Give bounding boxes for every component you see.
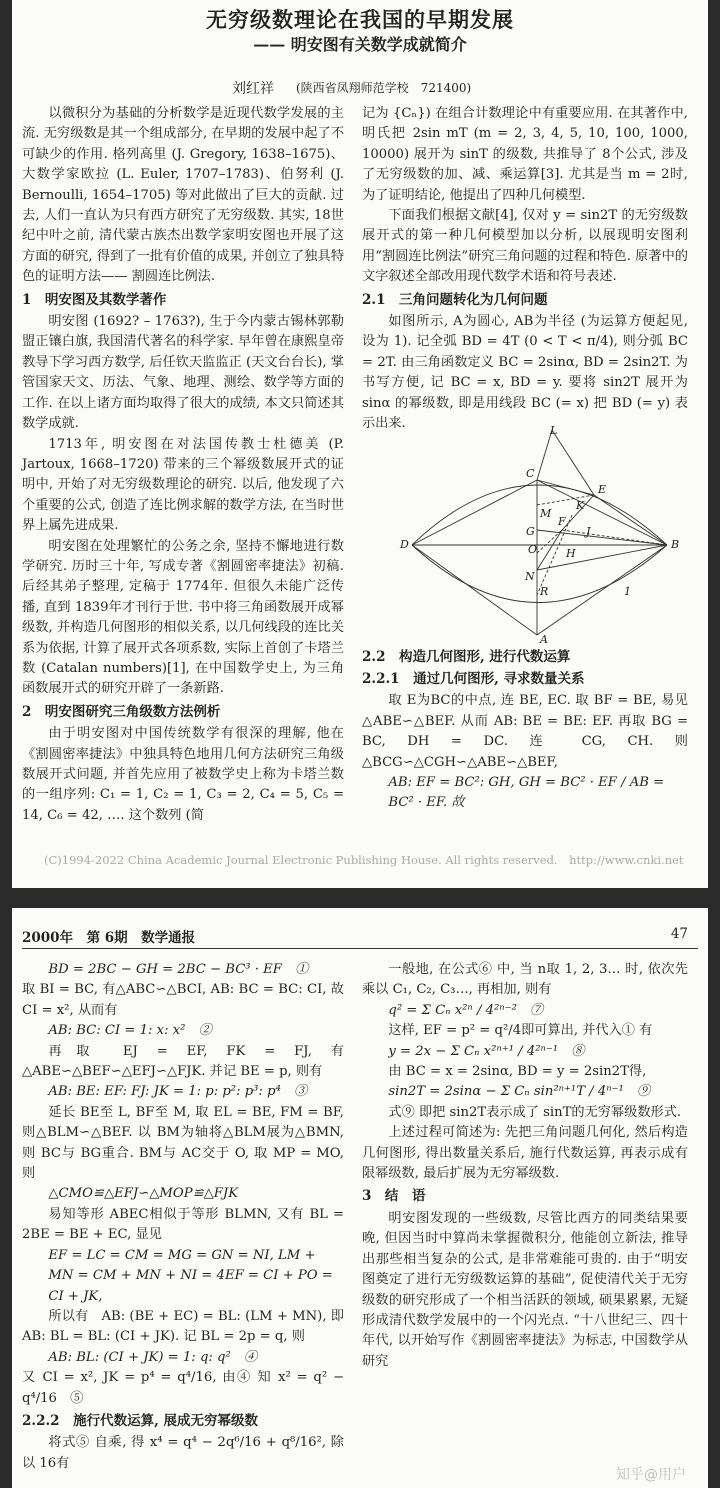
page1-left-column bbox=[22, 104, 344, 826]
section-heading: 1 明安图及其数学著作 bbox=[22, 291, 167, 308]
paragraph: 1713年, 明安图在对法国传教士杜德美 (P. Jartoux, 1668–1720) 带来的三个幂级数展开式的证明中, 开始了对无穷级数理论的研究. 以后, 他发现了六个重要的公式, 创造了连比例求解的数学方法, 在当时世界上属先进成果. bbox=[22, 436, 344, 534]
paragraph: 以微积分为基础的分析数学是近现代数学发展的主流. 无穷级数是其一个组成部分, 在早期的发展中起了不可缺少的作用. 格列高里 (J. Gregory, 1638–1675)、大数学家欧拉 (L. Euler, 1707–1783)、伯努利 (J. Bernoulli, 1654–1705) 等对此做出了巨大的贡献. 过去, 人们一直认为只有西方研究了无穷级数. 其实, 18世纪中叶之前, 清代蒙古族杰出数学家明安图也开展了这方面的研究, 得到了一批有价值的成果, 并创立了独具特色的证明方法—— 割圆连比例法. bbox=[22, 106, 344, 285]
svg-text:G: G bbox=[526, 524, 535, 538]
header-rule bbox=[22, 948, 698, 949]
equation: BD = 2BC − GH = 2BC − BC³ · EF ① bbox=[48, 962, 309, 977]
paragraph: 式⑨ 即把 sin2T表示成了 sinT的无穷幂级数形式. bbox=[388, 1104, 682, 1120]
section-heading: 2.2 构造几何图形, 进行代数运算 bbox=[362, 648, 571, 665]
geometry-figure bbox=[362, 423, 688, 646]
svg-text:N: N bbox=[525, 569, 535, 583]
svg-text:A: A bbox=[540, 632, 548, 646]
equation: △CMO≌△EFJ∽△MOP≌△FJK bbox=[48, 1186, 239, 1202]
paragraph: 所以有 AB: (BE + EC) = BL: (LM + MN), 即 AB: BL = BL: (CI + JK). 记 BL = 2p = q, 则 bbox=[22, 1308, 344, 1345]
page-2 bbox=[12, 908, 708, 1488]
equation: AB: BE: EF: FJ: JK = 1: p: p²: p³: p⁴ ③ bbox=[48, 1084, 308, 1100]
page2-right-column bbox=[362, 960, 688, 1372]
paragraph: 延长 BE至 L, BF至 M, 取 EL = BE, FM = BF, 则△BLM∽△BEF. 以 BM为轴将△BLM展为△BMN, 则 BC与 BG重合. BM与 AC交于 O, 取 MP = MO, 则 bbox=[22, 1104, 344, 1182]
svg-text:D: D bbox=[400, 537, 409, 551]
paragraph: 明安图在处理繁忙的公务之余, 坚持不懈地进行数学研究. 历时三十年, 写成专著《割圆密率捷法》初稿. 后经其弟子整理, 定稿于 1774年. 但很久未能广泛传播, 直到 1839年才刊行于世. 书中将三角函数展开成幂级数, 并构造几何图形的相似关系, 以几何线段的连比关系为依据, 计算了展开式各项系数, 实际上首创了卡塔兰数 (Catalan numbers)[1], 在中国数学史上, 为三角函数展开式的研究开辟了一条新路. bbox=[22, 538, 344, 697]
svg-text:R: R bbox=[540, 584, 549, 598]
equation: AB: EF = BC²: GH, GH = BC² · EF / AB = BC² · EF. 故 bbox=[388, 774, 665, 811]
svg-text:F: F bbox=[558, 514, 566, 528]
svg-text:1: 1 bbox=[624, 584, 631, 598]
paragraph: 下面我们根据文献[4], 仅对 y = sin2T 的无穷级数展开式的第一种几何模型加以分析, 以展现明安图利用“割圆连比例法”研究三角问题的过程和特色. 原著中的文字叙述全部改用现代数学术语和符号表述. bbox=[362, 208, 688, 285]
svg-text:E: E bbox=[598, 482, 607, 496]
svg-text:B: B bbox=[671, 537, 680, 551]
paragraph: 取 E为BC的中点, 连 BE, EC. 取 BF = BE, 易见△ABE∽△BEF. 从而 AB: BE = BE: EF. 再取 BG = BC, DH = DC. 连 CG, CH. 则△BCG∽△CGH∽△ABE∽△BEF, bbox=[362, 693, 688, 770]
section-heading: 2.2.2 施行代数运算, 展成无穷幂级数 bbox=[22, 1412, 258, 1429]
svg-text:K: K bbox=[576, 498, 585, 512]
paragraph: 记为 {Cₙ}) 在组合计数理论中有重要应用. 在其著作中, 明氏把 2sin mT (m = 2, 3, 4, 5, 10, 100, 1000, 10000) 展开为 sinT 的级数, 共推导了 8个公式, 涉及了无穷级数的加、减、乘运算[3]. 尤其是当 m = 2时, 为了证明结论, 他提出了四种几何模型. bbox=[362, 106, 688, 203]
paragraph: 由 BC = x = 2sinα, BD = y = 2sin2T得, bbox=[388, 1064, 647, 1080]
equation: AB: BC: CI = 1: x: x² ② bbox=[48, 1023, 212, 1039]
equation: q² = Σ Cₙ x²ⁿ / 4²ⁿ⁻² ⑦ bbox=[388, 1002, 544, 1018]
paragraph: 取 BI = BC, 有△ABC∽△BCI, AB: BC = BC: CI, 故 CI = x², 从而有 bbox=[22, 982, 344, 1018]
extension-L bbox=[537, 430, 552, 480]
page-1 bbox=[12, 0, 708, 888]
svg-text:C: C bbox=[526, 466, 535, 480]
equation: y = 2x − Σ Cₙ x²ⁿ⁺¹ / 4²ⁿ⁻¹ ⑧ bbox=[388, 1043, 585, 1059]
svg-text:L: L bbox=[550, 423, 558, 437]
article-title: 无穷级数理论在我国的早期发展 bbox=[206, 7, 514, 32]
affiliation: (陕西省凤翔师范学校 721400) bbox=[296, 81, 472, 95]
page2-left-column bbox=[22, 960, 344, 1474]
section-heading: 2.2.1 通过几何图形, 寻求数量关系 bbox=[362, 670, 585, 687]
author: 刘红祥 bbox=[232, 81, 274, 97]
paragraph: 由于明安图对中国传统数学有很深的理解, 他在《割圆密率捷法》中独具特色地用几何方法研究三角级数展开式问题, 并首先应用了被数学史上称为卡塔兰数的一组序列: C₁ = 1, C₂ = 1, C₃ = 2, C₄ = 5, C₅ = 14, C₆ = 42, …. 这个数列 (简 bbox=[22, 726, 344, 823]
equation: EF = LC = CM = MG = GN = NI, LM + MN = CM + MN + NI = 4EF = CI + PO = CI + JK, bbox=[48, 1247, 333, 1304]
section-heading: 2 明安图研究三角级数方法例析 bbox=[22, 703, 221, 720]
paragraph: 明安图发现的一些级数, 尽管比西方的同类结果要晚, 但因当时中算尚未掌握微积分, 他能创立新法, 推导出那些相当复杂的公式, 是非常难能可贵的. 由于“明安图奠定了进行无穷级数运算的基础”, 促使清代关于无穷级数的研究形成了一个相当活跃的领域, 硕果累累, 无疑形成清代数学发展中的一个闪光点. “十八世纪三、四十年代, 以开始写作《割圆密率捷法》为标志, 中国数学从研究 bbox=[362, 1210, 688, 1369]
equation: AB: BL: (CI + JK) = 1: q: q² ④ bbox=[48, 1349, 258, 1365]
paragraph: 如图所示, A为圆心, AB为半径 (为运算方便起见, 设为 1). 记全弧 BD = 4T (0 < T < π/4), 则分弧 BC = 2T. 由三角函数定义 BC = 2sinα, BD = 2sin2T. 为书写方便, 记 BC = x, BD = y. 要将 sin2T 展开为 sinα 的幂级数, 即是用线段 BC (= x) 把 BD (= y) 表示出来. bbox=[362, 314, 688, 432]
page-number: 47 bbox=[670, 926, 688, 942]
paragraph: 易知等形 ABEC相似于等形 BLMN, 又有 BL = 2BE = BE + EC, 显见 bbox=[22, 1206, 344, 1243]
paragraph: 将式⑤ 自乘, 得 x⁴ = q⁴ − 2q⁶/16 + q⁸/16², 除以 16有 bbox=[22, 1435, 344, 1471]
svg-text:O: O bbox=[528, 542, 538, 556]
copyright-footer: (C)1994-2022 China Academic Journal Electronic Publishing House. All rights reserved. http://www.cnki.net bbox=[44, 853, 684, 867]
article-subtitle: —— 明安图有关数学成就简介 bbox=[253, 35, 467, 54]
svg-text:J: J bbox=[586, 524, 591, 538]
paragraph: 这样, EF = p² = q²/4即可算出, 并代入① 有 bbox=[388, 1023, 653, 1039]
equation: sin2T = 2sinα − Σ Cₙ sin²ⁿ⁺¹T / 4ⁿ⁻¹ ⑨ bbox=[388, 1084, 651, 1100]
paragraph: 明安图 (1692? – 1763?), 生于今内蒙古锡林郭勒盟正镶白旗, 我国清代著名的科学家. 早年曾在康熙皇帝教导下学习西方数学, 后任钦天监监正 (天文台台长), 掌管国家天文、历法、气象、地理、测绘、数学等方面的工作. 在以上诸方面均取得了很大的成绩, 本文只简述其数学成就. bbox=[22, 314, 344, 432]
paragraph: 一般地, 在公式⑥ 中, 当 n取 1, 2, 3… 时, 依次先乘以 C₁, C₂, C₃…, 再相加, 则有 bbox=[362, 962, 688, 998]
svg-text:H: H bbox=[566, 546, 576, 560]
running-header: 2000年 第 6期 数学通报 bbox=[22, 930, 196, 946]
section-heading: 3 结 语 bbox=[362, 1188, 426, 1205]
geometry-figure-svg bbox=[362, 423, 688, 646]
paragraph: 上述过程可简述为: 先把三角问题几何化, 然后构造几何图形, 得出数量关系后, 施行代数运算, 再表示成有限幂级数, 最后扩展为无穷幂级数. bbox=[362, 1125, 688, 1182]
paragraph: 再取 EJ = EF, FK = FJ, 有△ABE∽△BEF∽△EFJ∽△FJK. 并记 BE = p, 则有 bbox=[22, 1043, 344, 1080]
page1-right-column bbox=[362, 104, 688, 814]
paragraph: 又 CI = x², JK = p⁴ = q⁴/16, 由④ 知 x² = q² − q⁴/16 ⑤ bbox=[22, 1370, 344, 1406]
svg-text:M: M bbox=[540, 506, 552, 520]
watermark: 知乎@用户 bbox=[616, 1467, 686, 1483]
section-heading: 2.1 三角问题转化为几何问题 bbox=[362, 291, 548, 308]
